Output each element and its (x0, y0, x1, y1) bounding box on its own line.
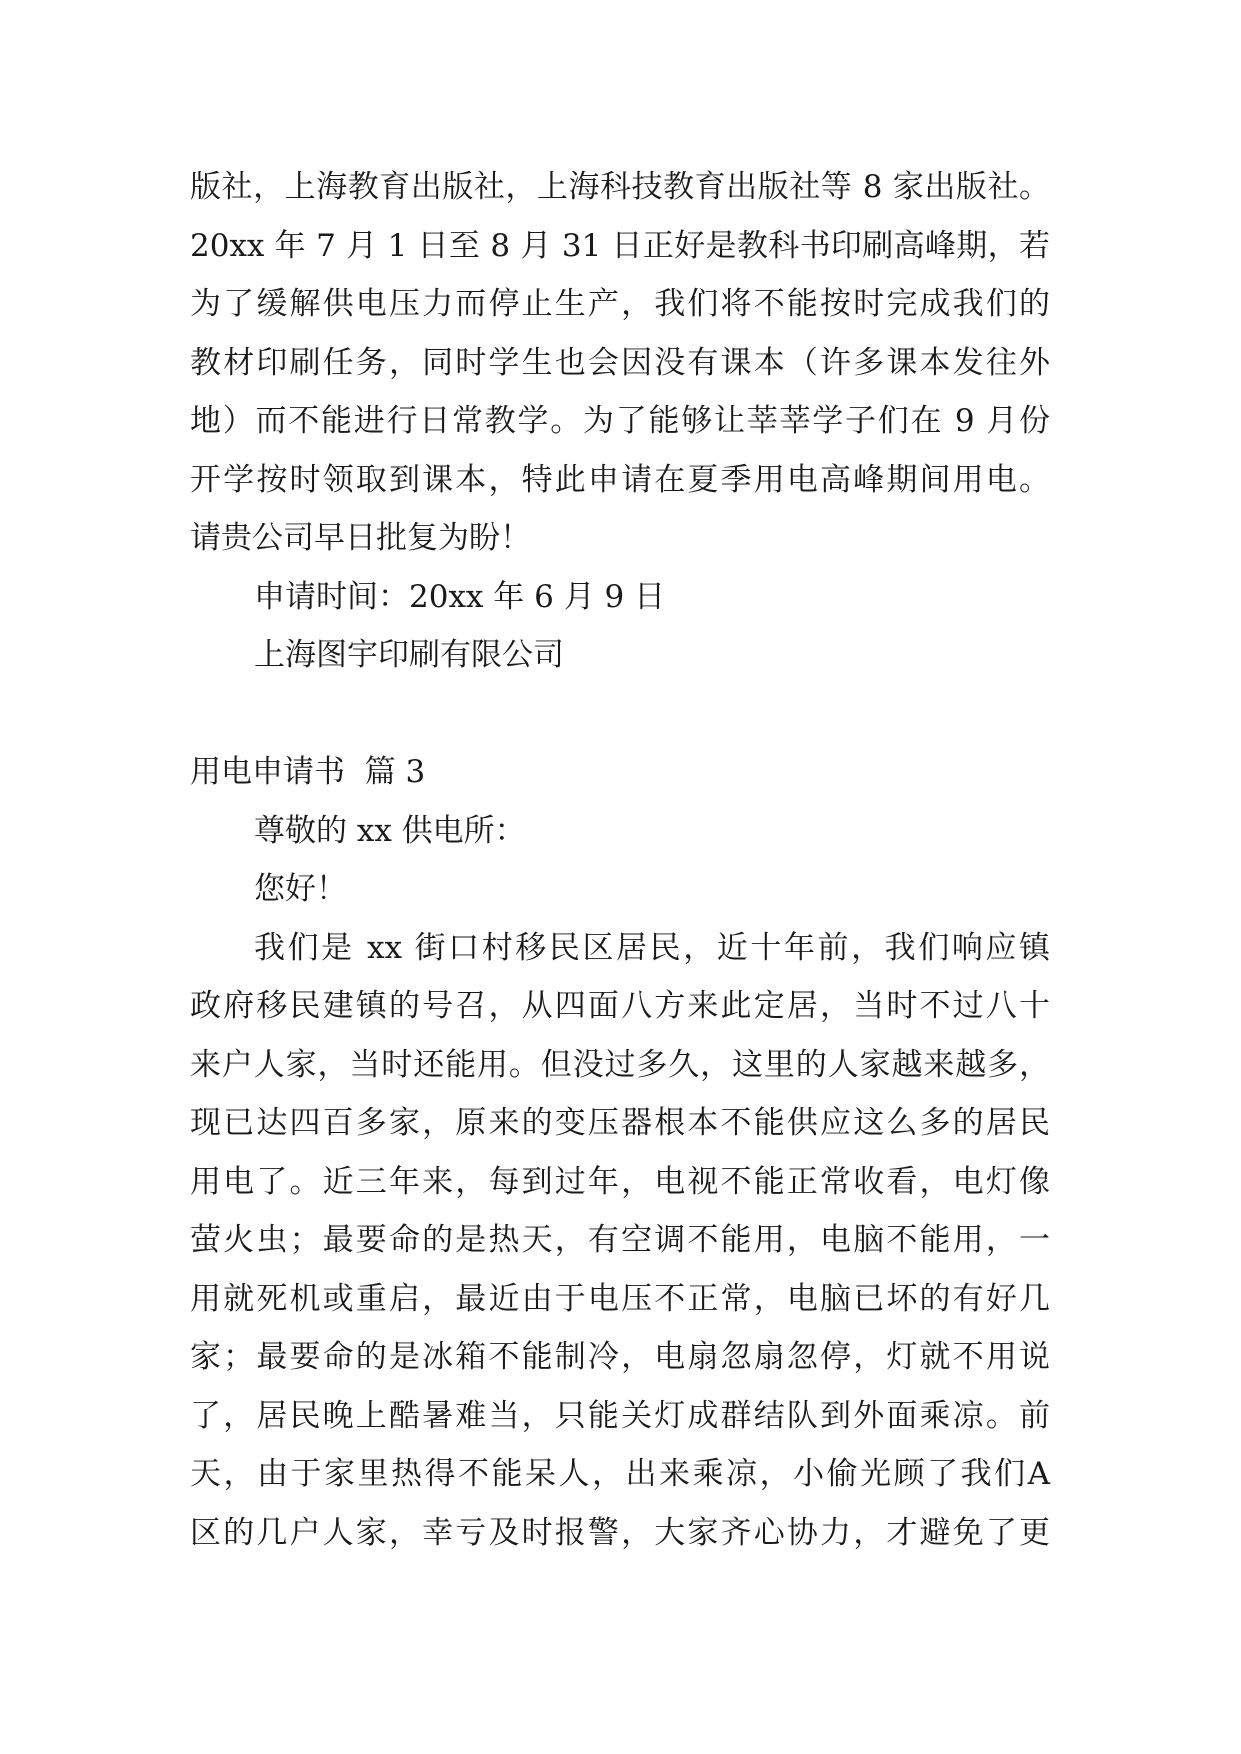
paragraph-line: 地）而不能进行日常教学。为了能够让莘莘学子们在 9 月份 (190, 403, 1050, 439)
paragraph-line: 政府移民建镇的号召，从四面八方来此定居，当时不过八十 (190, 988, 1050, 1024)
paragraph-line: 版社，上海教育出版社，上海科技教育出版社等 8 家出版社。 (190, 169, 1050, 205)
paragraph-line: 了，居民晚上酷暑难当，只能关灯成群结队到外面乘凉。前 (190, 1397, 1050, 1434)
section-gap (190, 685, 1050, 744)
greeting: 您好！ (254, 871, 347, 907)
paragraph-line: 用电了。近三年来，每到过年，电视不能正常收看，电灯像 (190, 1163, 1050, 1200)
paragraph-line: 用就死机或重启，最近由于电压不正常，电脑已坏的有好几 (190, 1280, 1050, 1317)
paragraph-line: 20xx 年 7 月 1 日至 8 月 31 日正好是教科书印刷高峰期，若 (190, 227, 1050, 264)
paragraph-line: 来户人家，当时还能用。但没过多久，这里的人家越来越多， (190, 1046, 1050, 1083)
paragraph-line: 区的几户人家，幸亏及时报警，大家齐心协力，才避免了更 (190, 1514, 1050, 1551)
paragraph-line: 请贵公司早日批复为盼！ (190, 520, 531, 556)
paragraph-line: 现已达四百多家，原来的变压器根本不能供应这么多的居民 (190, 1105, 1050, 1141)
paragraph-line: 家；最要命的是冰箱不能制冷，电扇忽扇忽停，灯就不用说 (190, 1339, 1050, 1375)
document-body (190, 158, 1050, 1562)
paragraph-line: 萤火虫；最要命的是热天，有空调不能用，电脑不能用，一 (190, 1222, 1050, 1258)
paragraph-line: 教材印刷任务，同时学生也会因没有课本（许多课本发往外 (190, 344, 1050, 381)
company-name: 上海图宇印刷有限公司 (254, 637, 564, 673)
paragraph-line: 为了缓解供电压力而停止生产，我们将不能按时完成我们的 (190, 286, 1050, 322)
section-title: 用电申请书 篇 3 (190, 754, 426, 790)
paragraph-line: 我们是 xx 街口村移民区居民，近十年前，我们响应镇 (254, 929, 1050, 966)
apply-time: 申请时间：20xx 年 6 月 9 日 (254, 578, 666, 615)
paragraph-line: 天，由于家里热得不能呆人，出来乘凉，小偷光顾了我们A (190, 1456, 1050, 1492)
salutation: 尊敬的 xx 供电所： (254, 812, 526, 849)
paragraph-line: 开学按时领取到课本，特此申请在夏季用电高峰期间用电。 (190, 461, 1050, 498)
